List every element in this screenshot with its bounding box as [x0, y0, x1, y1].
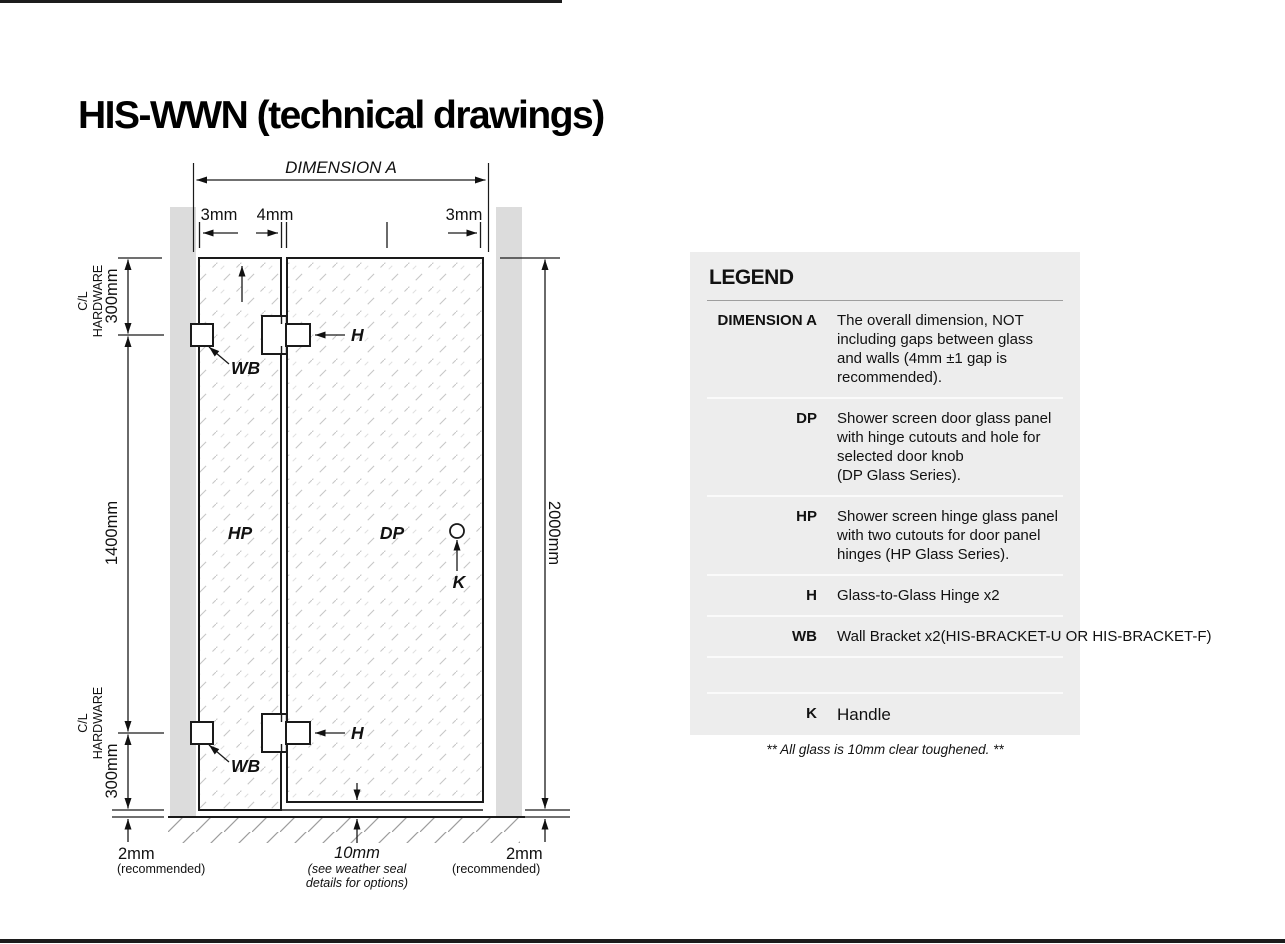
offset-top-label: 300mm: [103, 268, 121, 324]
legend-description-line: The overall dimension, NOT: [837, 312, 1024, 329]
legend-description-line: hinges (HP Glass Series).: [837, 546, 1010, 563]
floor-gap-right-note: (recommended): [452, 862, 541, 876]
cl-hardware-bottom-line1: C/L: [76, 713, 90, 733]
hinge-panel-label: HP: [227, 523, 253, 543]
legend-description-line: (DP Glass Series).: [837, 467, 961, 484]
legend-description-line: Shower screen door glass panel: [837, 410, 1052, 427]
cl-hardware-top-line1: C/L: [76, 291, 90, 311]
door-panel-label: DP: [379, 523, 405, 543]
legend-description: [837, 586, 1000, 605]
legend-term: DIMENSION A: [717, 312, 817, 329]
legend-description-line: Wall Bracket x2(HIS-BRACKET-U OR HIS-BRACKET-F): [837, 628, 1212, 645]
cl-hardware-top-line2: HARDWARE: [91, 264, 105, 338]
knob-label: K: [452, 572, 466, 592]
legend-description-line: including gaps between glass: [837, 331, 1033, 348]
gap-wall-left-label: 3mm: [200, 206, 238, 224]
legend-description-line: selected door knob: [837, 448, 964, 465]
legend-rows: [707, 301, 1212, 735]
legend-description-line: with hinge cutouts and hole for: [837, 429, 1041, 446]
floor-gap-left-note: (recommended): [117, 862, 206, 876]
legend-row: [707, 301, 1063, 397]
overall-height-label: 2000mm: [545, 500, 563, 566]
legend-description-line: and walls (4mm ±1 gap is: [837, 350, 1007, 367]
wall-right: [496, 207, 522, 817]
legend-description: [837, 627, 1212, 646]
wall-bracket-top-label: WB: [231, 358, 261, 378]
legend-description: [837, 507, 1058, 564]
floor-gap-door-label: 10mm: [334, 844, 380, 862]
seal-note-line1: (see weather seal: [307, 862, 407, 876]
legend-term: DP: [796, 410, 817, 427]
legend-description-line: Glass-to-Glass Hinge x2: [837, 587, 1000, 604]
legend-title: LEGEND: [707, 252, 1063, 301]
floor-gap-left-label: 2mm: [118, 845, 155, 863]
legend-term: H: [806, 587, 817, 604]
wall-bracket-top: [191, 324, 213, 346]
legend-description-line: Handle: [837, 705, 891, 724]
legend-row: [707, 574, 1063, 615]
gap-ticks: [200, 222, 481, 248]
page-title: HIS-WWN (technical drawings): [78, 94, 604, 138]
legend-description: [837, 409, 1051, 485]
legend-panel: [690, 252, 1212, 735]
cl-hardware-bottom-line2: HARDWARE: [91, 686, 105, 760]
legend-spacer-row: [707, 656, 1063, 692]
legend-row: [707, 692, 1063, 735]
offset-bottom-label: 300mm: [103, 743, 121, 799]
hinge-top-label: H: [351, 325, 364, 345]
hardware-spacing-label: 1400mm: [103, 500, 121, 566]
legend-term: K: [806, 705, 817, 722]
legend-description-line: with two cutouts for door panel: [837, 527, 1041, 544]
legend-description-line: recommended).: [837, 369, 943, 386]
seal-note-line2: details for options): [305, 876, 409, 890]
legend-description-line: Shower screen hinge glass panel: [837, 508, 1058, 525]
legend-row: [707, 397, 1063, 495]
legend-term: HP: [796, 508, 817, 525]
floor-hatch: [168, 818, 520, 843]
dimension-a-label: DIMENSION A: [285, 158, 397, 177]
wall-bracket-bottom: [191, 722, 213, 744]
gap-panels-label: 4mm: [256, 206, 294, 224]
hinge-bottom-label: H: [351, 723, 364, 743]
legend-term: WB: [792, 628, 817, 645]
wall-bracket-bottom-label: WB: [231, 756, 261, 776]
legend-row: [707, 615, 1212, 656]
legend-footnote: ** All glass is 10mm clear toughened. **: [766, 742, 1004, 757]
floor-gap-right-label: 2mm: [506, 845, 543, 863]
gap-wall-right-label: 3mm: [445, 206, 483, 224]
door-knob: [450, 524, 464, 538]
legend-row: [707, 495, 1063, 574]
legend-description: [837, 704, 891, 725]
legend-description: [837, 311, 1033, 387]
